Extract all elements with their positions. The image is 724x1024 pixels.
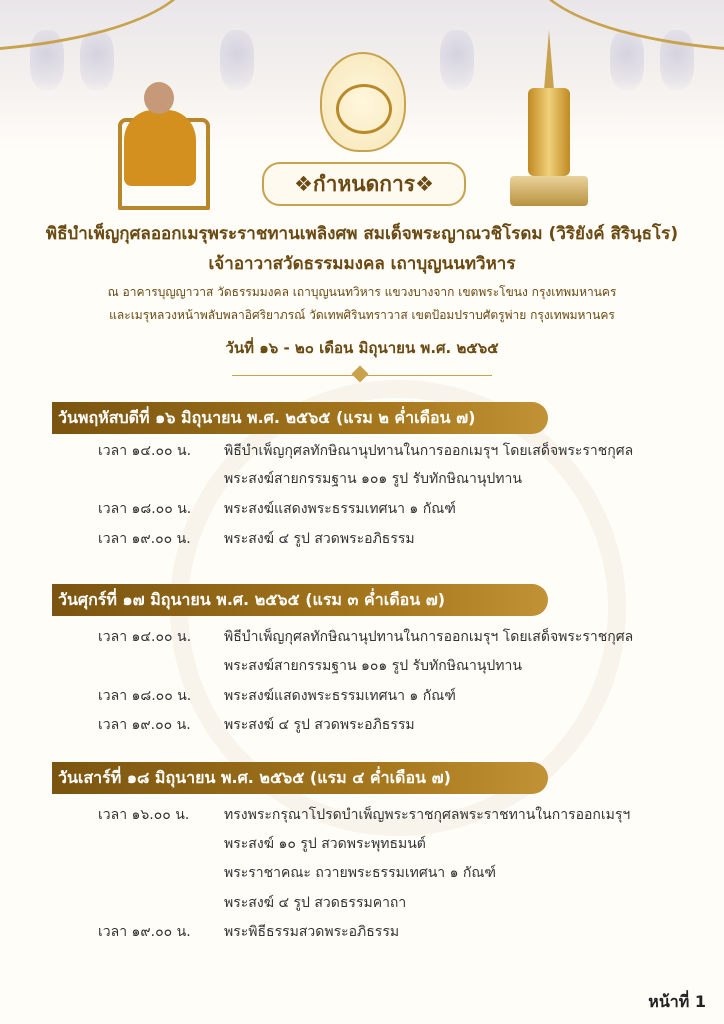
day-heading: วันพฤหัสบดีที่ ๑๖ มิถุนายน พ.ศ. ๒๕๖๕ (แรม ๒ ค่ำเดือน ๗) — [52, 402, 548, 434]
schedule-row — [0, 685, 724, 711]
monk-portrait — [118, 78, 202, 202]
venue-line-1: ณ อาคารบุญญาวาส วัดธรรมมงคล เถาบุญนนทวิหาร แขวงบางจาก เขตพระโขนง กรุงเทพมหานคร — [107, 285, 617, 299]
schedule-row — [0, 714, 724, 740]
page-title: ❖กำหนดการ❖ — [294, 171, 434, 196]
schedule-row — [0, 892, 724, 918]
entry-desc: พระสงฆ์ ๔ รูป สวดธรรมคาถา — [224, 895, 407, 911]
day-heading: วันเสาร์ที่ ๑๘ มิถุนายน พ.ศ. ๒๕๖๕ (แรม ๔ ค่ำเดือน ๗) — [52, 762, 548, 794]
schedule-row — [0, 626, 724, 652]
entry-time: เวลา ๑๔.๐๐ น. — [98, 629, 192, 645]
schedule-row — [0, 498, 724, 524]
entry-time: เวลา ๑๙.๐๐ น. — [98, 924, 191, 940]
entry-desc: พิธีบำเพ็ญกุศลทักษิณานุปทานในการออกเมรุฯ โดยเสด็จพระราชกุศล — [224, 629, 634, 645]
entry-time: เวลา ๑๙.๐๐ น. — [98, 531, 191, 547]
venue-line-2: และเมรุหลวงหน้าพลับพลาอิศริยาภรณ์ วัดเทพศิรินทราวาส เขตป้อมปราบศัตรูพ่าย กรุงเทพมหานคร — [109, 308, 615, 322]
page-number: หน้าที่ 1 — [648, 992, 706, 1011]
abbot-title: เจ้าอาวาสวัดธรรมมงคล เถาบุญนนทวิหาร — [208, 254, 516, 274]
entry-desc: พระสงฆ์สายกรรมฐาน ๑๐๑ รูป รับทักษิณานุปทาน — [224, 658, 522, 674]
schedule-row — [0, 528, 724, 554]
entry-desc: ทรงพระกรุณาโปรดบำเพ็ญพระราชกุศลพระราชทานในการออกเมรุฯ — [224, 807, 631, 823]
date-range: วันที่ ๑๖ - ๒๐ เดือน มิถุนายน พ.ศ. ๒๕๖๕ — [225, 339, 499, 357]
title-frame — [262, 162, 466, 206]
schedule-row — [0, 440, 724, 466]
emblem-seal — [320, 52, 406, 152]
entry-desc: พระสงฆ์ ๔ รูป สวดพระอภิธรรม — [224, 717, 415, 733]
flower-decoration — [220, 30, 254, 90]
entry-desc: พิธีบำเพ็ญกุศลทักษิณานุปทานในการออกเมรุฯ โดยเสด็จพระราชกุศล — [224, 443, 634, 459]
entry-desc: พระสงฆ์แสดงพระธรรมเทศนา ๑ กัณฑ์ — [224, 501, 456, 517]
royal-urn-image — [506, 30, 592, 208]
entry-time: เวลา ๑๘.๐๐ น. — [98, 688, 192, 704]
divider-diamond-icon — [352, 366, 369, 383]
schedule-row — [0, 833, 724, 859]
entry-desc: พระราชาคณะ ถวายพระธรรมเทศนา ๑ กัณฑ์ — [224, 865, 497, 881]
ceremony-title: พิธีบำเพ็ญกุศลออกเมรุพระราชทานเพลิงศพ สมเด็จพระญาณวชิโรดม (วิริยังค์ สิรินฺธโร) — [45, 224, 679, 244]
entry-desc: พระสงฆ์ ๔ รูป สวดพระอภิธรรม — [224, 531, 415, 547]
entry-time: เวลา ๑๘.๐๐ น. — [98, 501, 192, 517]
schedule-row — [0, 655, 724, 681]
schedule-row — [0, 468, 724, 494]
flower-decoration — [80, 30, 114, 90]
entry-time: เวลา ๑๙.๐๐ น. — [98, 717, 191, 733]
entry-desc: พระสงฆ์ ๑๐ รูป สวดพระพุทธมนต์ — [224, 836, 426, 852]
entry-desc: พระสงฆ์แสดงพระธรรมเทศนา ๑ กัณฑ์ — [224, 688, 456, 704]
day-heading: วันศุกร์ที่ ๑๗ มิถุนายน พ.ศ. ๒๕๖๕ (แรม ๓ ค่ำเดือน ๗) — [52, 584, 548, 616]
entry-desc: พระพิธีธรรมสวดพระอภิธรรม — [224, 924, 400, 940]
entry-time: เวลา ๑๖.๐๐ น. — [98, 807, 190, 823]
entry-desc: พระสงฆ์สายกรรมฐาน ๑๐๑ รูป รับทักษิณานุปทาน — [224, 471, 522, 487]
schedule-row — [0, 804, 724, 830]
flower-decoration — [440, 30, 474, 90]
schedule-row — [0, 862, 724, 888]
flower-decoration — [610, 30, 644, 90]
schedule-row — [0, 921, 724, 947]
entry-time: เวลา ๑๔.๐๐ น. — [98, 443, 192, 459]
